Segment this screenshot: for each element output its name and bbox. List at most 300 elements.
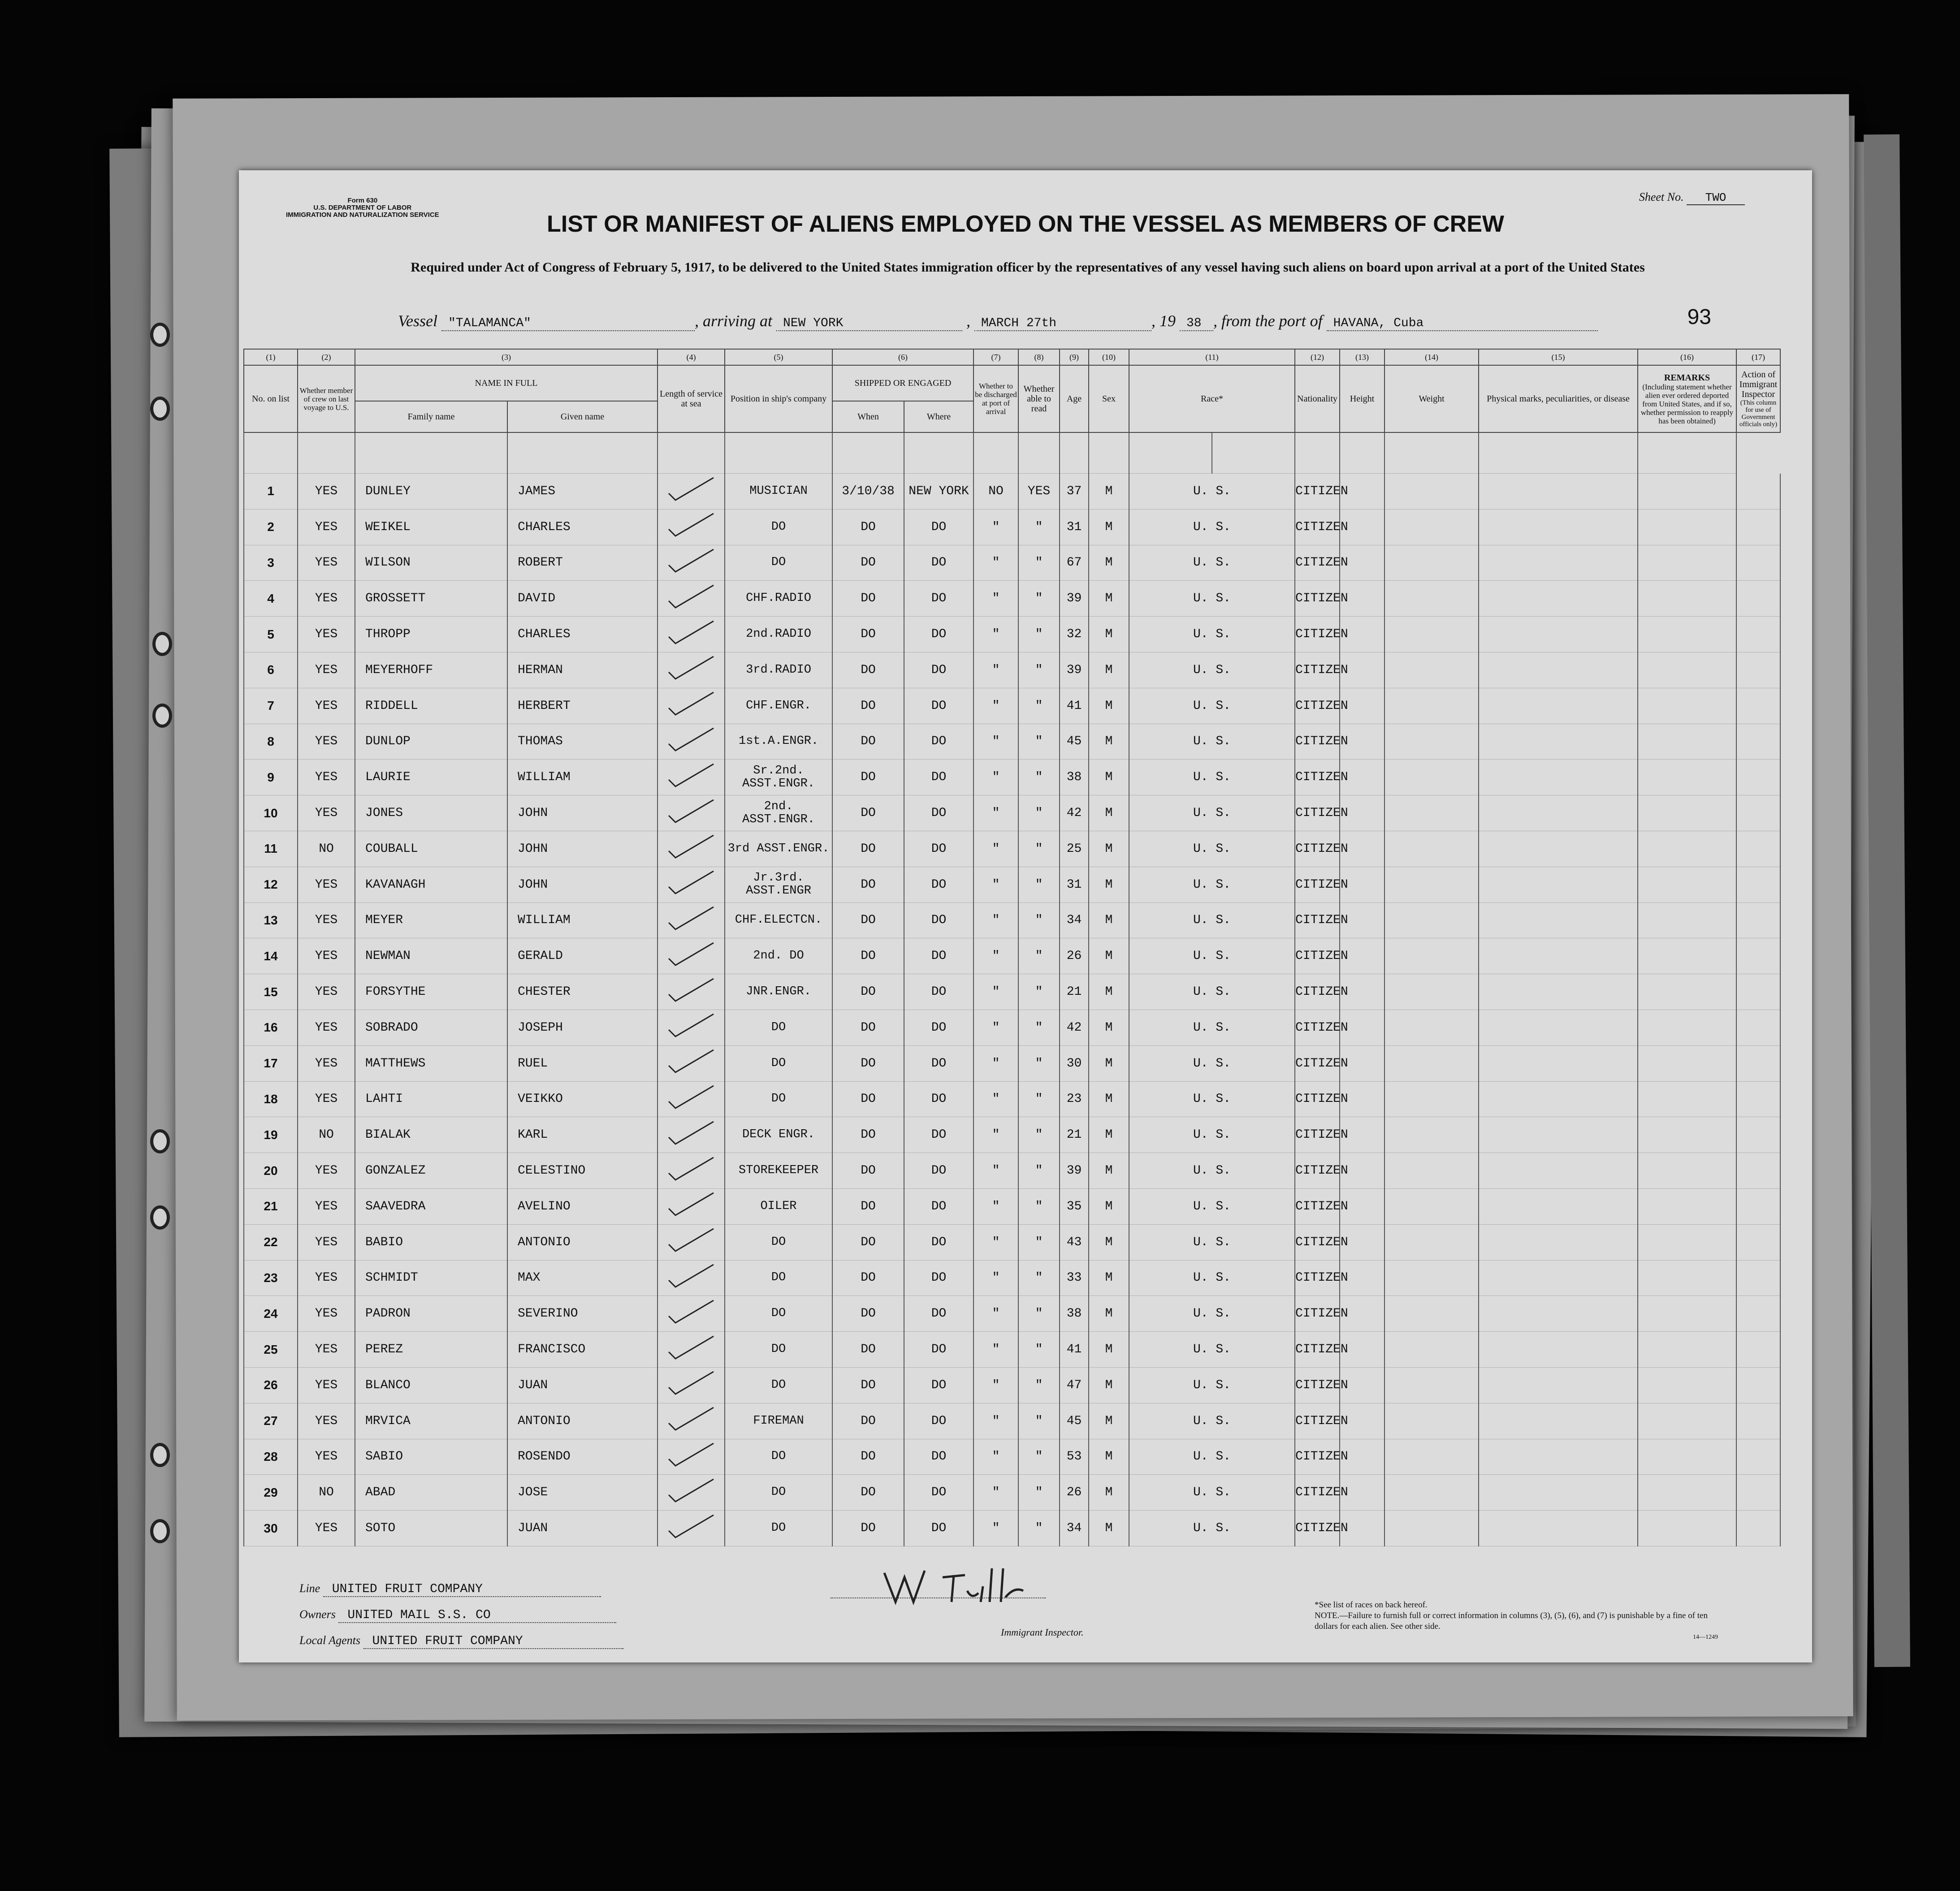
- empty-cell: [1638, 1081, 1736, 1117]
- cell-when: DO: [832, 688, 904, 724]
- empty-cell: [1638, 1260, 1736, 1296]
- check-mark-icon: [664, 798, 718, 829]
- check-mark-icon: [664, 1155, 718, 1187]
- cell-family: SCHMIDT: [355, 1260, 507, 1296]
- line-value: UNITED FRUIT COMPANY: [323, 1582, 601, 1597]
- cell-given: WILLIAM: [507, 902, 658, 938]
- empty-cell: [1638, 1439, 1736, 1475]
- empty-cell: [1638, 1010, 1736, 1045]
- cell-where: DO: [904, 1153, 974, 1189]
- cell-given: ANTONIO: [507, 1403, 658, 1439]
- empty-cell: [1736, 1045, 1780, 1081]
- header-nationality: Nationality: [1295, 365, 1340, 432]
- paper-stack-edge: [1864, 134, 1910, 1667]
- check-mark-icon: [664, 1012, 718, 1043]
- cell-sex: M: [1089, 1367, 1129, 1403]
- empty-cell: [1638, 1045, 1736, 1081]
- col-number: (11): [1129, 349, 1295, 365]
- cell-disch: ": [974, 1475, 1018, 1511]
- header-age: Age: [1060, 365, 1089, 432]
- cell-when: DO: [832, 1081, 904, 1117]
- cell-nat: CITIZEN: [1295, 652, 1340, 688]
- cell-disch: ": [974, 1403, 1018, 1439]
- cell-family: BLANCO: [355, 1367, 507, 1403]
- empty-cell: [1638, 1367, 1736, 1403]
- table-row: [244, 1439, 1780, 1475]
- col-number: (1): [244, 349, 298, 365]
- empty-cell: [1638, 867, 1736, 902]
- col-number: (12): [1295, 349, 1340, 365]
- binder-hole: [150, 1205, 170, 1230]
- empty-cell: [1385, 867, 1479, 902]
- cell-given: WILLIAM: [507, 760, 658, 795]
- cell-race: U. S.: [1129, 617, 1295, 652]
- check-mark-icon: [664, 833, 718, 864]
- cell-disch: ": [974, 688, 1018, 724]
- cell-read: ": [1018, 509, 1060, 545]
- cell-read: ": [1018, 1224, 1060, 1260]
- check-mark-icon: [664, 619, 718, 650]
- empty-cell: [1736, 938, 1780, 974]
- cell-sex: M: [1089, 974, 1129, 1010]
- cell-no: 14: [244, 938, 298, 974]
- empty-cell: [1736, 1296, 1780, 1332]
- cell-no: 30: [244, 1511, 298, 1546]
- cell-position: DO: [725, 1439, 832, 1475]
- table-row: [244, 509, 1780, 545]
- empty-cell: [1638, 1332, 1736, 1368]
- cell-sex: M: [1089, 617, 1129, 652]
- cell-sex: M: [1089, 1332, 1129, 1368]
- cell-sex: M: [1089, 688, 1129, 724]
- cell-nat: CITIZEN: [1295, 474, 1340, 509]
- cell-where: DO: [904, 581, 974, 617]
- cell-nat: CITIZEN: [1295, 581, 1340, 617]
- cell-sex: M: [1089, 795, 1129, 831]
- empty-cell: [1736, 760, 1780, 795]
- table-row: [244, 545, 1780, 581]
- col-number: (4): [658, 349, 725, 365]
- empty-cell: [1479, 1045, 1638, 1081]
- cell-age: 26: [1060, 938, 1089, 974]
- empty-cell: [1385, 474, 1479, 509]
- cell-given: THOMAS: [507, 724, 658, 760]
- header-able-to-read: Whether able to read: [1018, 365, 1060, 432]
- cell-when: DO: [832, 938, 904, 974]
- empty-cell: [1638, 1153, 1736, 1189]
- cell-disch: ": [974, 1332, 1018, 1368]
- cell-when: DO: [832, 1117, 904, 1153]
- cell-where: DO: [904, 795, 974, 831]
- header-physical-marks: Physical marks, peculiarities, or disease: [1479, 365, 1638, 432]
- cell-when: 3/10/38: [832, 474, 904, 509]
- cell-when: DO: [832, 617, 904, 652]
- cell-when: DO: [832, 974, 904, 1010]
- cell-position: CHF.RADIO: [725, 581, 832, 617]
- table-row: [244, 1260, 1780, 1296]
- cell-age: 53: [1060, 1439, 1089, 1475]
- cell-sex: M: [1089, 760, 1129, 795]
- empty-cell: [1736, 831, 1780, 867]
- cell-no: 16: [244, 1010, 298, 1045]
- cell-sex: M: [1089, 1153, 1129, 1189]
- cell-sex: M: [1089, 509, 1129, 545]
- table-row: [244, 1403, 1780, 1439]
- service-checkmark: [658, 1045, 725, 1081]
- cell-disch: ": [974, 760, 1018, 795]
- cell-where: DO: [904, 1045, 974, 1081]
- header-weight: Weight: [1385, 365, 1479, 432]
- cell-last: YES: [298, 617, 355, 652]
- empty-cell: [1638, 938, 1736, 974]
- cell-race: U. S.: [1129, 1010, 1295, 1045]
- empty-cell: [1385, 1224, 1479, 1260]
- empty-cell: [1638, 1117, 1736, 1153]
- table-row: [244, 581, 1780, 617]
- check-mark-icon: [664, 1119, 718, 1151]
- cell-nat: CITIZEN: [1295, 1260, 1340, 1296]
- cell-when: DO: [832, 760, 904, 795]
- cell-when: DO: [832, 867, 904, 902]
- empty-cell: [1385, 1153, 1479, 1189]
- empty-cell: [1736, 1188, 1780, 1224]
- table-row: [244, 1511, 1780, 1546]
- empty-cell: [1479, 1439, 1638, 1475]
- empty-cell: [1736, 1511, 1780, 1546]
- cell-position: DO: [725, 1010, 832, 1045]
- cell-last: YES: [298, 1511, 355, 1546]
- arrival-port: NEW YORK: [776, 316, 962, 331]
- cell-last: YES: [298, 938, 355, 974]
- cell-read: ": [1018, 545, 1060, 581]
- cell-nat: CITIZEN: [1295, 509, 1340, 545]
- cell-position: MUSICIAN: [725, 474, 832, 509]
- check-mark-icon: [664, 1405, 718, 1437]
- check-mark-icon: [664, 905, 718, 936]
- cell-given: KARL: [507, 1117, 658, 1153]
- empty-cell: [1638, 974, 1736, 1010]
- cell-sex: M: [1089, 652, 1129, 688]
- service-checkmark: [658, 1117, 725, 1153]
- empty-cell: [1385, 1010, 1479, 1045]
- binder-hole: [152, 632, 172, 656]
- empty-cell: [1736, 688, 1780, 724]
- empty-cell: [1736, 652, 1780, 688]
- empty-cell: [1736, 1010, 1780, 1045]
- cell-given: HERMAN: [507, 652, 658, 688]
- cell-race: U. S.: [1129, 1439, 1295, 1475]
- table-row: [244, 1475, 1780, 1511]
- cell-age: 41: [1060, 688, 1089, 724]
- cell-age: 47: [1060, 1367, 1089, 1403]
- cell-where: DO: [904, 1296, 974, 1332]
- empty-cell: [1638, 760, 1736, 795]
- cell-age: 67: [1060, 545, 1089, 581]
- cell-read: ": [1018, 688, 1060, 724]
- cell-no: 13: [244, 902, 298, 938]
- cell-read: ": [1018, 1153, 1060, 1189]
- empty-cell: [1736, 1117, 1780, 1153]
- check-mark-icon: [664, 1048, 718, 1079]
- cell-when: DO: [832, 1332, 904, 1368]
- empty-cell: [1479, 795, 1638, 831]
- cell-family: BIALAK: [355, 1117, 507, 1153]
- cell-disch: NO: [974, 474, 1018, 509]
- empty-cell: [1736, 545, 1780, 581]
- binder-hole: [150, 1443, 170, 1467]
- service-checkmark: [658, 724, 725, 760]
- cell-read: ": [1018, 867, 1060, 902]
- cell-read: YES: [1018, 474, 1060, 509]
- cell-read: ": [1018, 1260, 1060, 1296]
- empty-cell: [1385, 509, 1479, 545]
- empty-cell: [1385, 902, 1479, 938]
- empty-cell: [1385, 1081, 1479, 1117]
- cell-family: SABIO: [355, 1439, 507, 1475]
- cell-no: 1: [244, 474, 298, 509]
- cell-no: 2: [244, 509, 298, 545]
- empty-cell: [1736, 1081, 1780, 1117]
- cell-last: YES: [298, 974, 355, 1010]
- check-mark-icon: [664, 726, 718, 757]
- table-row: [244, 474, 1780, 509]
- cell-nat: CITIZEN: [1295, 1188, 1340, 1224]
- check-mark-icon: [664, 583, 718, 614]
- cell-nat: CITIZEN: [1295, 902, 1340, 938]
- empty-cell: [1736, 724, 1780, 760]
- table-row: [244, 1153, 1780, 1189]
- service-checkmark: [658, 1367, 725, 1403]
- cell-race: U. S.: [1129, 1045, 1295, 1081]
- check-mark-icon: [664, 1191, 718, 1222]
- table-row: [244, 1010, 1780, 1045]
- service-checkmark: [658, 1010, 725, 1045]
- cell-where: NEW YORK: [904, 474, 974, 509]
- cell-read: ": [1018, 1403, 1060, 1439]
- cell-no: 22: [244, 1224, 298, 1260]
- cell-given: HERBERT: [507, 688, 658, 724]
- col-number: (5): [725, 349, 832, 365]
- cell-sex: M: [1089, 1045, 1129, 1081]
- footer-line: [299, 1582, 601, 1597]
- cell-family: DUNLOP: [355, 724, 507, 760]
- crew-table: [243, 349, 1781, 1546]
- cell-disch: ": [974, 1153, 1018, 1189]
- empty-cell: [1385, 1045, 1479, 1081]
- service-checkmark: [658, 652, 725, 688]
- cell-where: DO: [904, 1403, 974, 1439]
- col-number: (7): [974, 349, 1018, 365]
- cell-last: YES: [298, 1153, 355, 1189]
- service-checkmark: [658, 1224, 725, 1260]
- cell-disch: ": [974, 795, 1018, 831]
- cell-sex: M: [1089, 581, 1129, 617]
- empty-cell: [1479, 1260, 1638, 1296]
- cell-position: DECK ENGR.: [725, 1117, 832, 1153]
- binder-hole: [152, 704, 172, 728]
- header-sex: Sex: [1089, 365, 1129, 432]
- cell-given: FRANCISCO: [507, 1332, 658, 1368]
- cell-where: DO: [904, 974, 974, 1010]
- cell-where: DO: [904, 545, 974, 581]
- cell-read: ": [1018, 1010, 1060, 1045]
- cell-race: U. S.: [1129, 474, 1295, 509]
- cell-race: U. S.: [1129, 1511, 1295, 1546]
- table-row: [244, 1224, 1780, 1260]
- cell-last: YES: [298, 581, 355, 617]
- cell-nat: CITIZEN: [1295, 1045, 1340, 1081]
- service-checkmark: [658, 974, 725, 1010]
- service-checkmark: [658, 760, 725, 795]
- service-checkmark: [658, 938, 725, 974]
- cell-no: 28: [244, 1439, 298, 1475]
- empty-cell: [1736, 474, 1780, 509]
- service-checkmark: [658, 1439, 725, 1475]
- empty-cell: [1638, 688, 1736, 724]
- service-checkmark: [658, 867, 725, 902]
- cell-given: JUAN: [507, 1367, 658, 1403]
- empty-cell: [1479, 902, 1638, 938]
- cell-nat: CITIZEN: [1295, 1511, 1340, 1546]
- cell-when: DO: [832, 902, 904, 938]
- cell-given: ANTONIO: [507, 1224, 658, 1260]
- signature-line: [831, 1597, 1046, 1598]
- cell-race: U. S.: [1129, 652, 1295, 688]
- cell-last: NO: [298, 1475, 355, 1511]
- handwritten-page-number: 93: [1687, 305, 1711, 329]
- cell-family: GONZALEZ: [355, 1153, 507, 1189]
- cell-position: 1st.A.ENGR.: [725, 724, 832, 760]
- empty-cell: [1385, 1475, 1479, 1511]
- document-subtitle: Required under Act of Congress of February 5, 1917, to be delivered to the United States immigration officer by the representatives of any vessel having such aliens on board upon arrival at a port of the United States: [411, 260, 1645, 275]
- cell-family: MEYERHOFF: [355, 652, 507, 688]
- cell-when: DO: [832, 1475, 904, 1511]
- cell-family: COUBALL: [355, 831, 507, 867]
- cell-last: YES: [298, 1010, 355, 1045]
- empty-cell: [1385, 617, 1479, 652]
- table-row: [244, 1081, 1780, 1117]
- cell-nat: CITIZEN: [1295, 617, 1340, 652]
- cell-nat: CITIZEN: [1295, 1117, 1340, 1153]
- empty-cell: [1638, 1403, 1736, 1439]
- inspector-note: (This column for use of Government officials only): [1739, 399, 1778, 428]
- col-number: (8): [1018, 349, 1060, 365]
- cell-disch: ": [974, 1081, 1018, 1117]
- cell-when: DO: [832, 1511, 904, 1546]
- cell-when: DO: [832, 1367, 904, 1403]
- service-checkmark: [658, 1332, 725, 1368]
- cell-race: U. S.: [1129, 1332, 1295, 1368]
- year-prefix: , 19: [1151, 312, 1176, 330]
- cell-when: DO: [832, 652, 904, 688]
- cell-family: BABIO: [355, 1224, 507, 1260]
- footer-owners: [299, 1608, 616, 1623]
- cell-nat: CITIZEN: [1295, 1367, 1340, 1403]
- cell-age: 45: [1060, 1403, 1089, 1439]
- empty-cell: [1638, 581, 1736, 617]
- check-mark-icon: [664, 762, 718, 793]
- remarks-note: (Including statement whether alien ever ordered deported from United States, and if so, whether permission to reapply has been obtained): [1640, 382, 1734, 425]
- cell-age: 45: [1060, 724, 1089, 760]
- header-no-on-list: No. on list: [244, 365, 298, 432]
- empty-cell: [1385, 652, 1479, 688]
- cell-last: YES: [298, 1188, 355, 1224]
- empty-cell: [1479, 724, 1638, 760]
- cell-family: ABAD: [355, 1475, 507, 1511]
- cell-last: YES: [298, 760, 355, 795]
- cell-where: DO: [904, 1224, 974, 1260]
- sheet-number: [1639, 190, 1745, 205]
- sheet-label: Sheet No.: [1639, 190, 1684, 203]
- table-row: [244, 724, 1780, 760]
- cell-disch: ": [974, 1117, 1018, 1153]
- cell-position: DO: [725, 1224, 832, 1260]
- cell-no: 23: [244, 1260, 298, 1296]
- cell-when: DO: [832, 545, 904, 581]
- empty-cell: [1638, 1188, 1736, 1224]
- cell-race: U. S.: [1129, 1117, 1295, 1153]
- cell-no: 9: [244, 760, 298, 795]
- cell-disch: ": [974, 1439, 1018, 1475]
- cell-race: U. S.: [1129, 1188, 1295, 1224]
- service-checkmark: [658, 688, 725, 724]
- empty-cell: [1736, 617, 1780, 652]
- cell-age: 34: [1060, 902, 1089, 938]
- check-mark-icon: [664, 475, 718, 507]
- header-inspector-action: [1736, 365, 1780, 432]
- cell-age: 42: [1060, 795, 1089, 831]
- check-mark-icon: [664, 690, 718, 721]
- cell-race: U. S.: [1129, 1367, 1295, 1403]
- header-length-of-service: Length of service at sea: [658, 365, 725, 432]
- table-row: [244, 760, 1780, 795]
- cell-sex: M: [1089, 831, 1129, 867]
- cell-given: SEVERINO: [507, 1296, 658, 1332]
- cell-nat: CITIZEN: [1295, 545, 1340, 581]
- empty-cell: [1385, 938, 1479, 974]
- cell-position: DO: [725, 1332, 832, 1368]
- cell-when: DO: [832, 1045, 904, 1081]
- cell-given: JOHN: [507, 831, 658, 867]
- cell-race: U. S.: [1129, 688, 1295, 724]
- col-number: (6): [832, 349, 974, 365]
- header-discharged: Whether to be discharged at port of arrival: [974, 365, 1018, 432]
- cell-position: DO: [725, 1367, 832, 1403]
- cell-sex: M: [1089, 1010, 1129, 1045]
- cell-disch: ": [974, 617, 1018, 652]
- header-shipped-engaged: SHIPPED OR ENGAGED: [832, 365, 974, 401]
- inspector-label: Immigrant Inspector.: [1001, 1627, 1084, 1638]
- cell-family: MEYER: [355, 902, 507, 938]
- cell-family: THROPP: [355, 617, 507, 652]
- cell-disch: ": [974, 938, 1018, 974]
- empty-cell: [1736, 1403, 1780, 1439]
- remarks-title: REMARKS: [1664, 372, 1710, 383]
- cell-last: YES: [298, 1296, 355, 1332]
- empty-cell: [1479, 1010, 1638, 1045]
- cell-given: VEIKKO: [507, 1081, 658, 1117]
- cell-where: DO: [904, 1010, 974, 1045]
- cell-sex: M: [1089, 938, 1129, 974]
- cell-age: 32: [1060, 617, 1089, 652]
- cell-race: U. S.: [1129, 724, 1295, 760]
- cell-disch: ": [974, 652, 1018, 688]
- empty-cell: [1638, 724, 1736, 760]
- cell-given: MAX: [507, 1260, 658, 1296]
- empty-cell: [1638, 1224, 1736, 1260]
- table-row: [244, 1332, 1780, 1368]
- cell-race: U. S.: [1129, 545, 1295, 581]
